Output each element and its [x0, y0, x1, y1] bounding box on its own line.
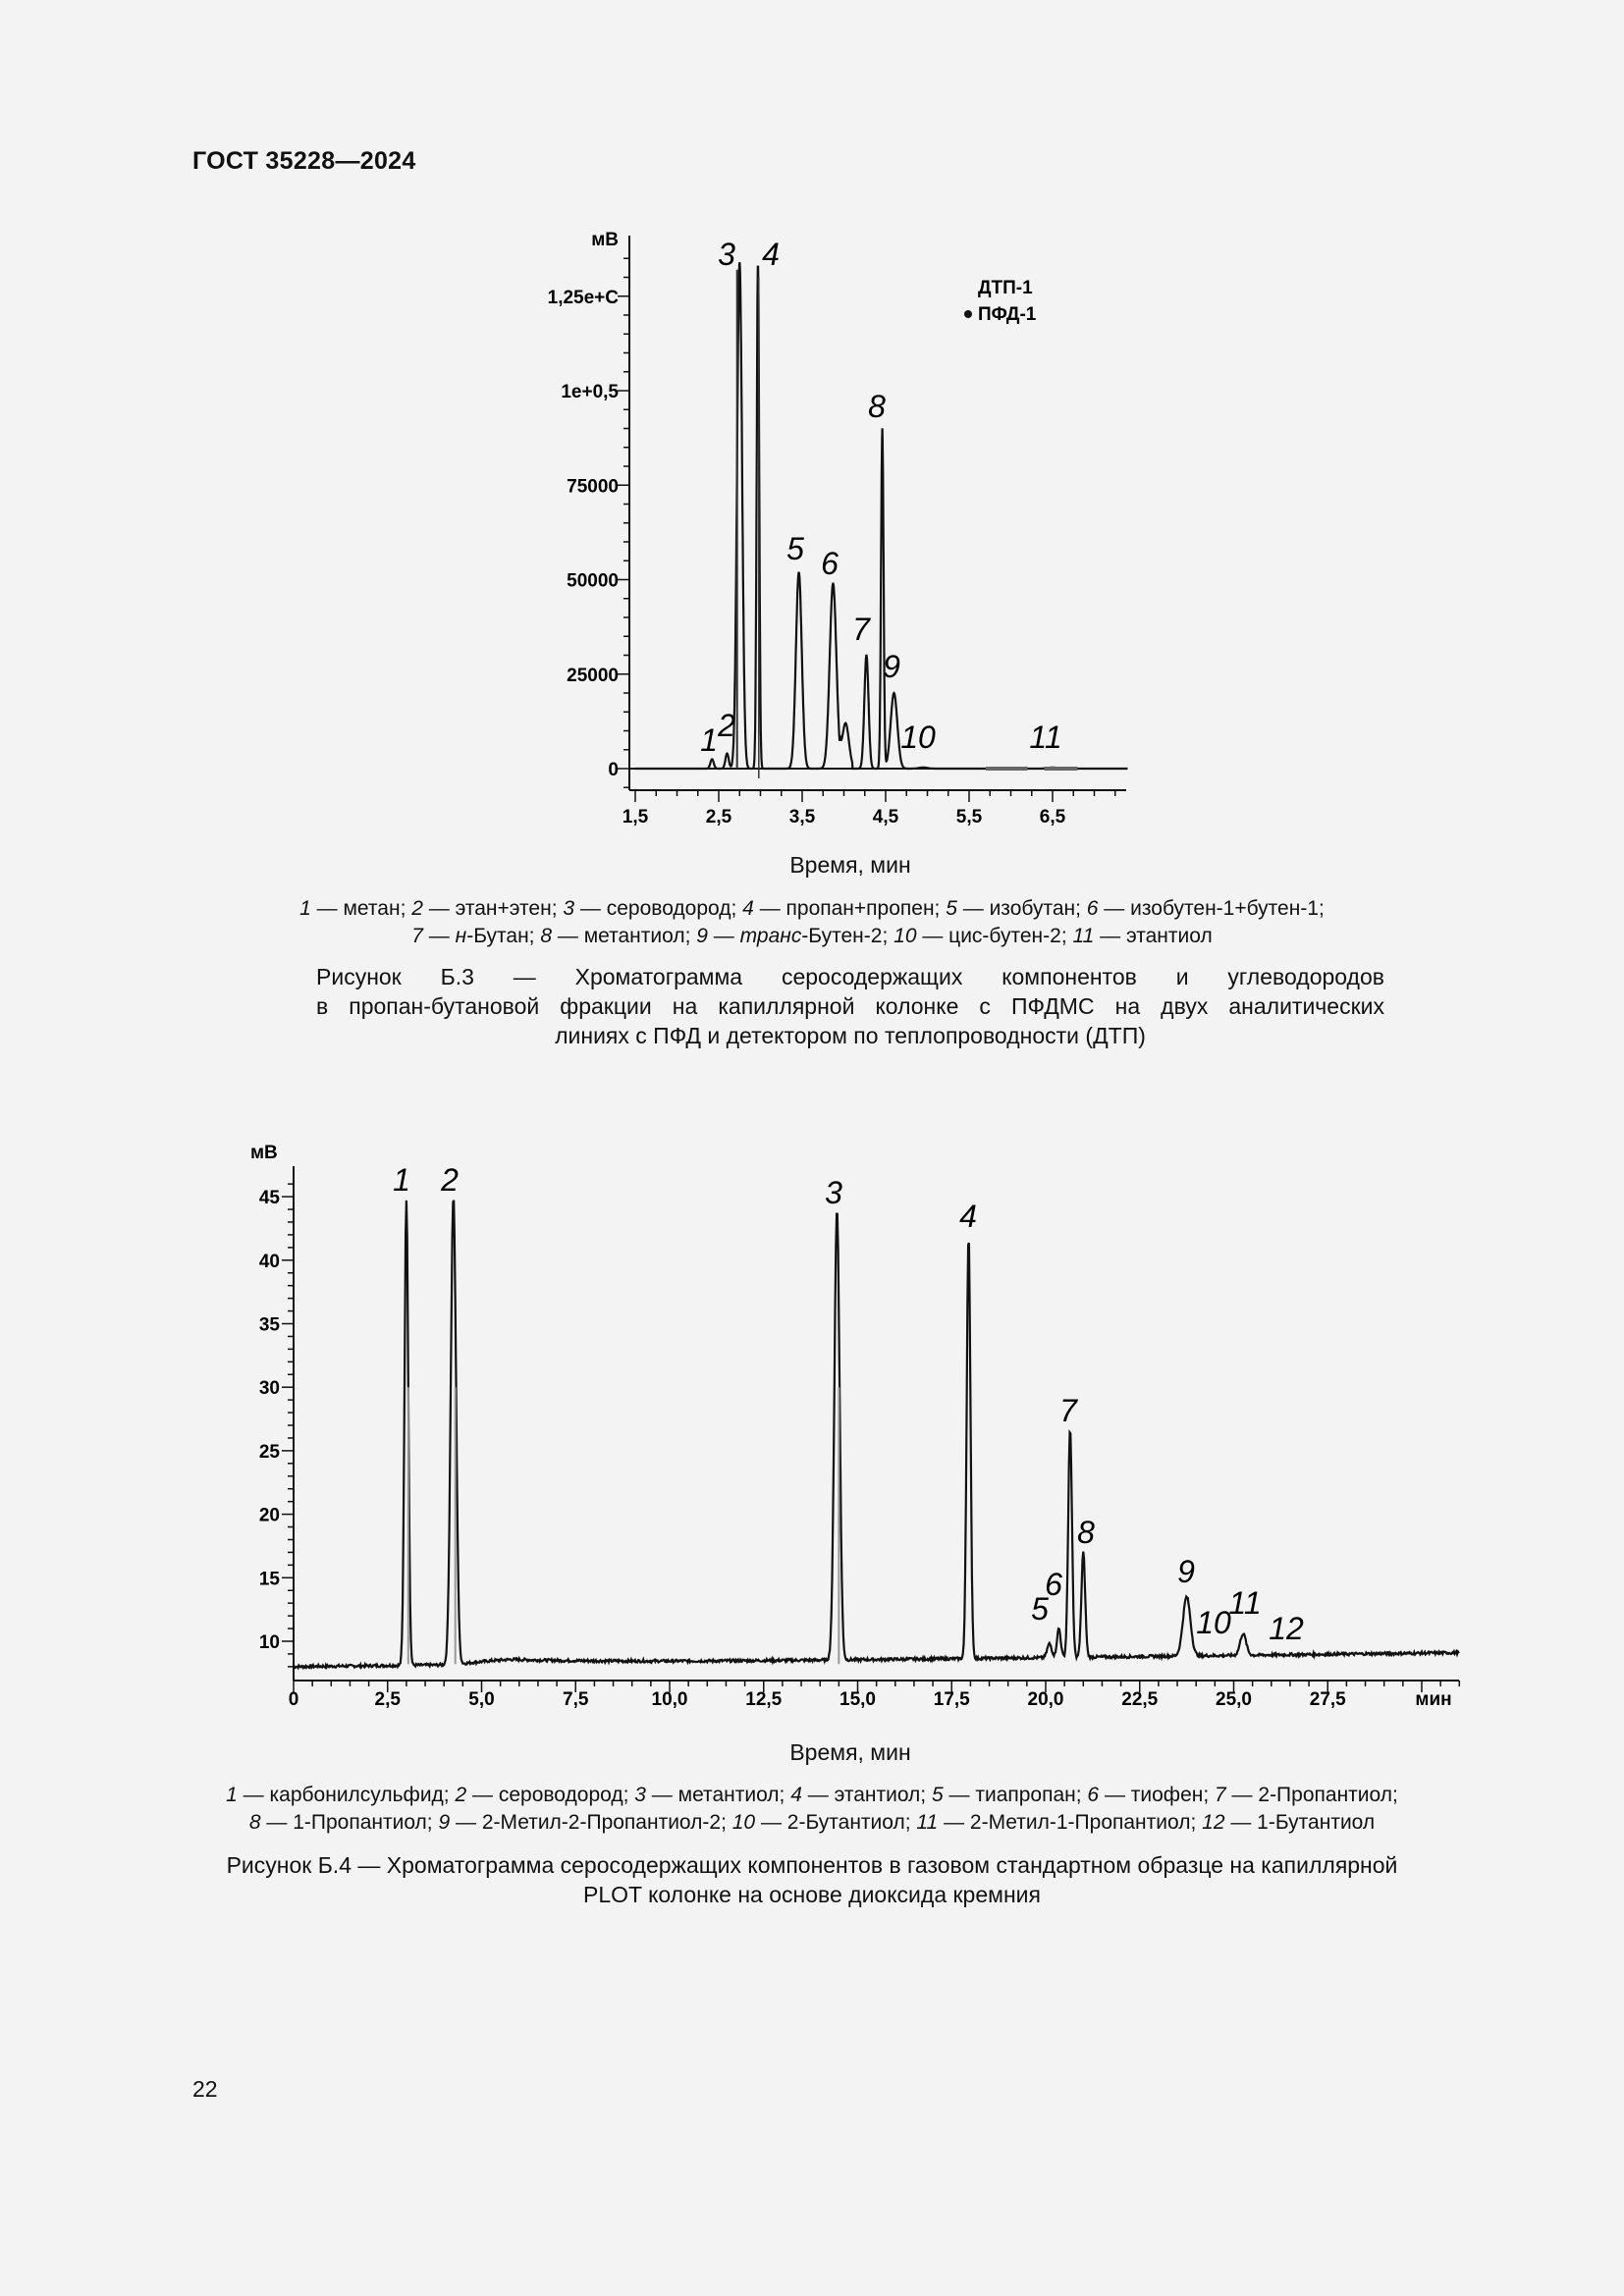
- legend-key: 2: [411, 897, 423, 920]
- chart-b4-peak-label: 8: [1077, 1515, 1095, 1550]
- legend-text: — изобутен-1+бутен-1;: [1098, 897, 1325, 920]
- legend-text: — сероводород;: [466, 1784, 635, 1806]
- legend-key: 5: [931, 1784, 944, 1806]
- legend-key: н: [455, 925, 467, 947]
- legend-text: — 1-Пропантиол;: [260, 1811, 439, 1834]
- chart-b3-xtitle: Время, мин: [789, 852, 911, 878]
- chart-b3-y-tick-label: 0: [608, 760, 619, 780]
- chart-b3-peak-label: 7: [852, 612, 870, 647]
- legend-text: — 2-Метил-1-Пропантиол;: [938, 1811, 1203, 1834]
- legend-key: 4: [790, 1784, 802, 1806]
- legend-key: 2: [455, 1784, 467, 1806]
- chart-b4-y-tick-label: 35: [258, 1314, 280, 1336]
- chart-b4-x-tick-label: 22,5: [1121, 1689, 1159, 1710]
- chart-b3-legend-item: ДТП-1: [978, 278, 1033, 298]
- legend-key: 1: [299, 897, 311, 920]
- chart-b4-peak-label: 11: [1228, 1585, 1262, 1621]
- chart-b4-peak-label: 7: [1059, 1393, 1077, 1428]
- legend-key: 5: [946, 897, 957, 920]
- legend-key: 3: [634, 1784, 646, 1806]
- legend-text: — цис-бутен-2;: [916, 925, 1073, 947]
- legend-text: — пропан+пропен;: [753, 897, 947, 920]
- legend-key: 12: [1202, 1811, 1225, 1834]
- legend-key: 10: [893, 925, 917, 947]
- chart-b3-peak-label: 11: [1029, 720, 1062, 755]
- chart-b4-ylabel: мВ: [250, 1143, 278, 1163]
- chart-b4-y-tick-label: 25: [258, 1441, 280, 1463]
- chart-b4-x-tick-label: 7,5: [563, 1689, 589, 1710]
- figure-b3-caption-line-1: Рисунок Б.3 — Хроматограмма серосодержащих компонентов и углеводородов: [316, 964, 1384, 989]
- chart-b3-peak-label: 8: [868, 389, 886, 424]
- page-number: 22: [192, 2076, 218, 2102]
- legend-text: — метан;: [310, 897, 412, 920]
- chart-b3-legend-item: ПФД-1: [978, 304, 1037, 325]
- chart-b4-xtitle: Время, мин: [789, 1739, 911, 1765]
- legend-text: — этан+этен;: [422, 897, 564, 920]
- legend-key: транс: [739, 925, 802, 947]
- figure-b4-legend-line-2: [187, 1809, 1437, 1837]
- legend-key: 10: [731, 1811, 756, 1834]
- chart-b4-peak-label: 10: [1196, 1605, 1231, 1640]
- legend-text: — изобутан;: [956, 897, 1087, 920]
- chart-b4-x-tick-label: 5,0: [468, 1689, 495, 1710]
- legend-key: 1: [226, 1784, 238, 1806]
- legend-key: 6: [1086, 897, 1099, 920]
- legend-key: 8: [248, 1811, 261, 1834]
- chart-b4-y-tick-label: 15: [258, 1569, 280, 1590]
- legend-text: — тиофен;: [1099, 1784, 1216, 1806]
- chart-b3-x-tick-label: 1,5: [622, 807, 649, 828]
- chart-b4-x-tick-label: 0: [288, 1689, 299, 1710]
- figure-b4-caption-line-1: Рисунок Б.4 — Хроматограмма серосодержащих компонентов в газовом стандартном образце на капиллярной: [226, 1852, 1398, 1878]
- chart-b4-x-tick-label: 17,5: [933, 1689, 970, 1710]
- chart-b4-x-tick-label: 25,0: [1216, 1689, 1252, 1710]
- legend-text: — метантиол;: [552, 925, 697, 947]
- chart-b4-x-tick-label: 12,5: [745, 1689, 783, 1710]
- chart-b3-peak-label: 1: [700, 722, 718, 758]
- chart-b3-peak-label: 2: [718, 708, 735, 743]
- chart-b3-y-tick-label: 25000: [567, 665, 619, 686]
- legend-text: —: [707, 925, 740, 947]
- chart-b3-peak-label: 4: [762, 237, 780, 272]
- chart-b4-peak-label: 3: [825, 1175, 842, 1210]
- legend-key: 7: [411, 925, 423, 947]
- figure-b4-caption: [187, 1850, 1437, 1909]
- legend-key: 3: [563, 897, 575, 920]
- legend-text: — 2-Метил-2-Пропантиол-2;: [450, 1811, 732, 1834]
- legend-key: 11: [1072, 925, 1095, 947]
- chart-b3-y-tick-label: 50000: [567, 570, 619, 592]
- figure-b3-caption-line-2: в пропан-бутановой фракции на капиллярной колонке с ПФДМС на двух аналитических: [316, 993, 1384, 1019]
- chart-b4-peak-label: 1: [393, 1162, 410, 1198]
- chart-b4-x-tick-label: 2,5: [374, 1689, 401, 1710]
- figure-b3-caption-line-3: линиях с ПФД и детектором по теплопроводности (ДТП): [555, 1023, 1146, 1048]
- chart-b3-x-tick-label: 2,5: [705, 807, 732, 828]
- legend-text: -Бутан;: [466, 925, 541, 947]
- chart-b3-x-tick-label: 4,5: [872, 807, 899, 828]
- chart-b3-peak-label: 5: [786, 531, 804, 566]
- legend-text: —: [422, 925, 456, 947]
- chart-b4-series-trace: [294, 1201, 1459, 1668]
- chart-b4-y-tick-label: 10: [258, 1632, 280, 1653]
- chart-b4-y-tick-label: 45: [258, 1188, 280, 1209]
- legend-text: — 2-Пропантиол;: [1225, 1784, 1398, 1806]
- legend-text: — 1-Бутантиол: [1224, 1811, 1376, 1834]
- chart-b3-x-tick-label: 3,5: [788, 807, 816, 828]
- chart-b3-peak-label: 6: [821, 546, 839, 581]
- chart-b3-peak-label: 9: [883, 649, 900, 684]
- chart-b4-x-tick-label: 10,0: [651, 1689, 688, 1710]
- legend-text: — сероводород;: [574, 897, 743, 920]
- legend-text: — 2-Бутантиол;: [755, 1811, 917, 1834]
- legend-key: 4: [742, 897, 754, 920]
- legend-key: 9: [438, 1811, 451, 1834]
- legend-key: 8: [540, 925, 553, 947]
- legend-text: -Бутен-2;: [801, 925, 894, 947]
- chart-b4-y-tick-label: 40: [258, 1251, 280, 1272]
- chart-b3-peak-label: 3: [718, 237, 735, 272]
- chart-b4-x-tick-label: 15,0: [839, 1689, 876, 1710]
- chart-b4-x-tick-label: 20,0: [1027, 1689, 1064, 1710]
- legend-text: — карбонилсульфид;: [237, 1784, 456, 1806]
- chart-b4-peak-label: 6: [1045, 1567, 1062, 1602]
- legend-text: — этантиол: [1094, 925, 1213, 947]
- figure-b4-legend-line-1: [187, 1782, 1437, 1809]
- chart-b4-y-tick-label: 20: [258, 1505, 280, 1526]
- chart-b4-x-tick-label: 27,5: [1309, 1689, 1346, 1710]
- chart-b3-y-tick-label: 75000: [567, 476, 619, 498]
- chart-b3-y-tick-label: 1,25e+C: [547, 287, 619, 308]
- legend-key: 9: [696, 925, 708, 947]
- chart-b3-x-tick-label: 6,5: [1039, 807, 1066, 828]
- chart-b4-peak-label: 2: [441, 1162, 459, 1198]
- chart-b4-y-tick-label: 30: [258, 1378, 280, 1400]
- figure-b4-caption-line-2: PLOT колонке на основе диоксида кремния: [583, 1882, 1041, 1907]
- legend-text: — метантиол;: [645, 1784, 791, 1806]
- chart-b4-x-unit: мин: [1415, 1689, 1452, 1710]
- legend-key: 7: [1215, 1784, 1226, 1806]
- document-header: ГОСТ 35228—2024: [192, 147, 416, 175]
- chart-b4-peak-label: 4: [959, 1199, 977, 1234]
- chart-b3-ylabel: мВ: [591, 230, 619, 250]
- chart-b4-peak-label: 12: [1269, 1611, 1304, 1646]
- legend-key: 11: [916, 1811, 939, 1834]
- chart-b3-x-tick-label: 5,5: [955, 807, 983, 828]
- legend-text: — тиапропан;: [943, 1784, 1088, 1806]
- chart-b3-peak-label: 10: [900, 720, 936, 755]
- chart-b4-peak-label: 5: [1031, 1591, 1049, 1627]
- legend-key: 6: [1087, 1784, 1100, 1806]
- legend-text: — этантиол;: [801, 1784, 932, 1806]
- chart-b4-peak-label: 9: [1177, 1554, 1195, 1589]
- chart-b3-y-tick-label: 1e+0,5: [561, 382, 619, 402]
